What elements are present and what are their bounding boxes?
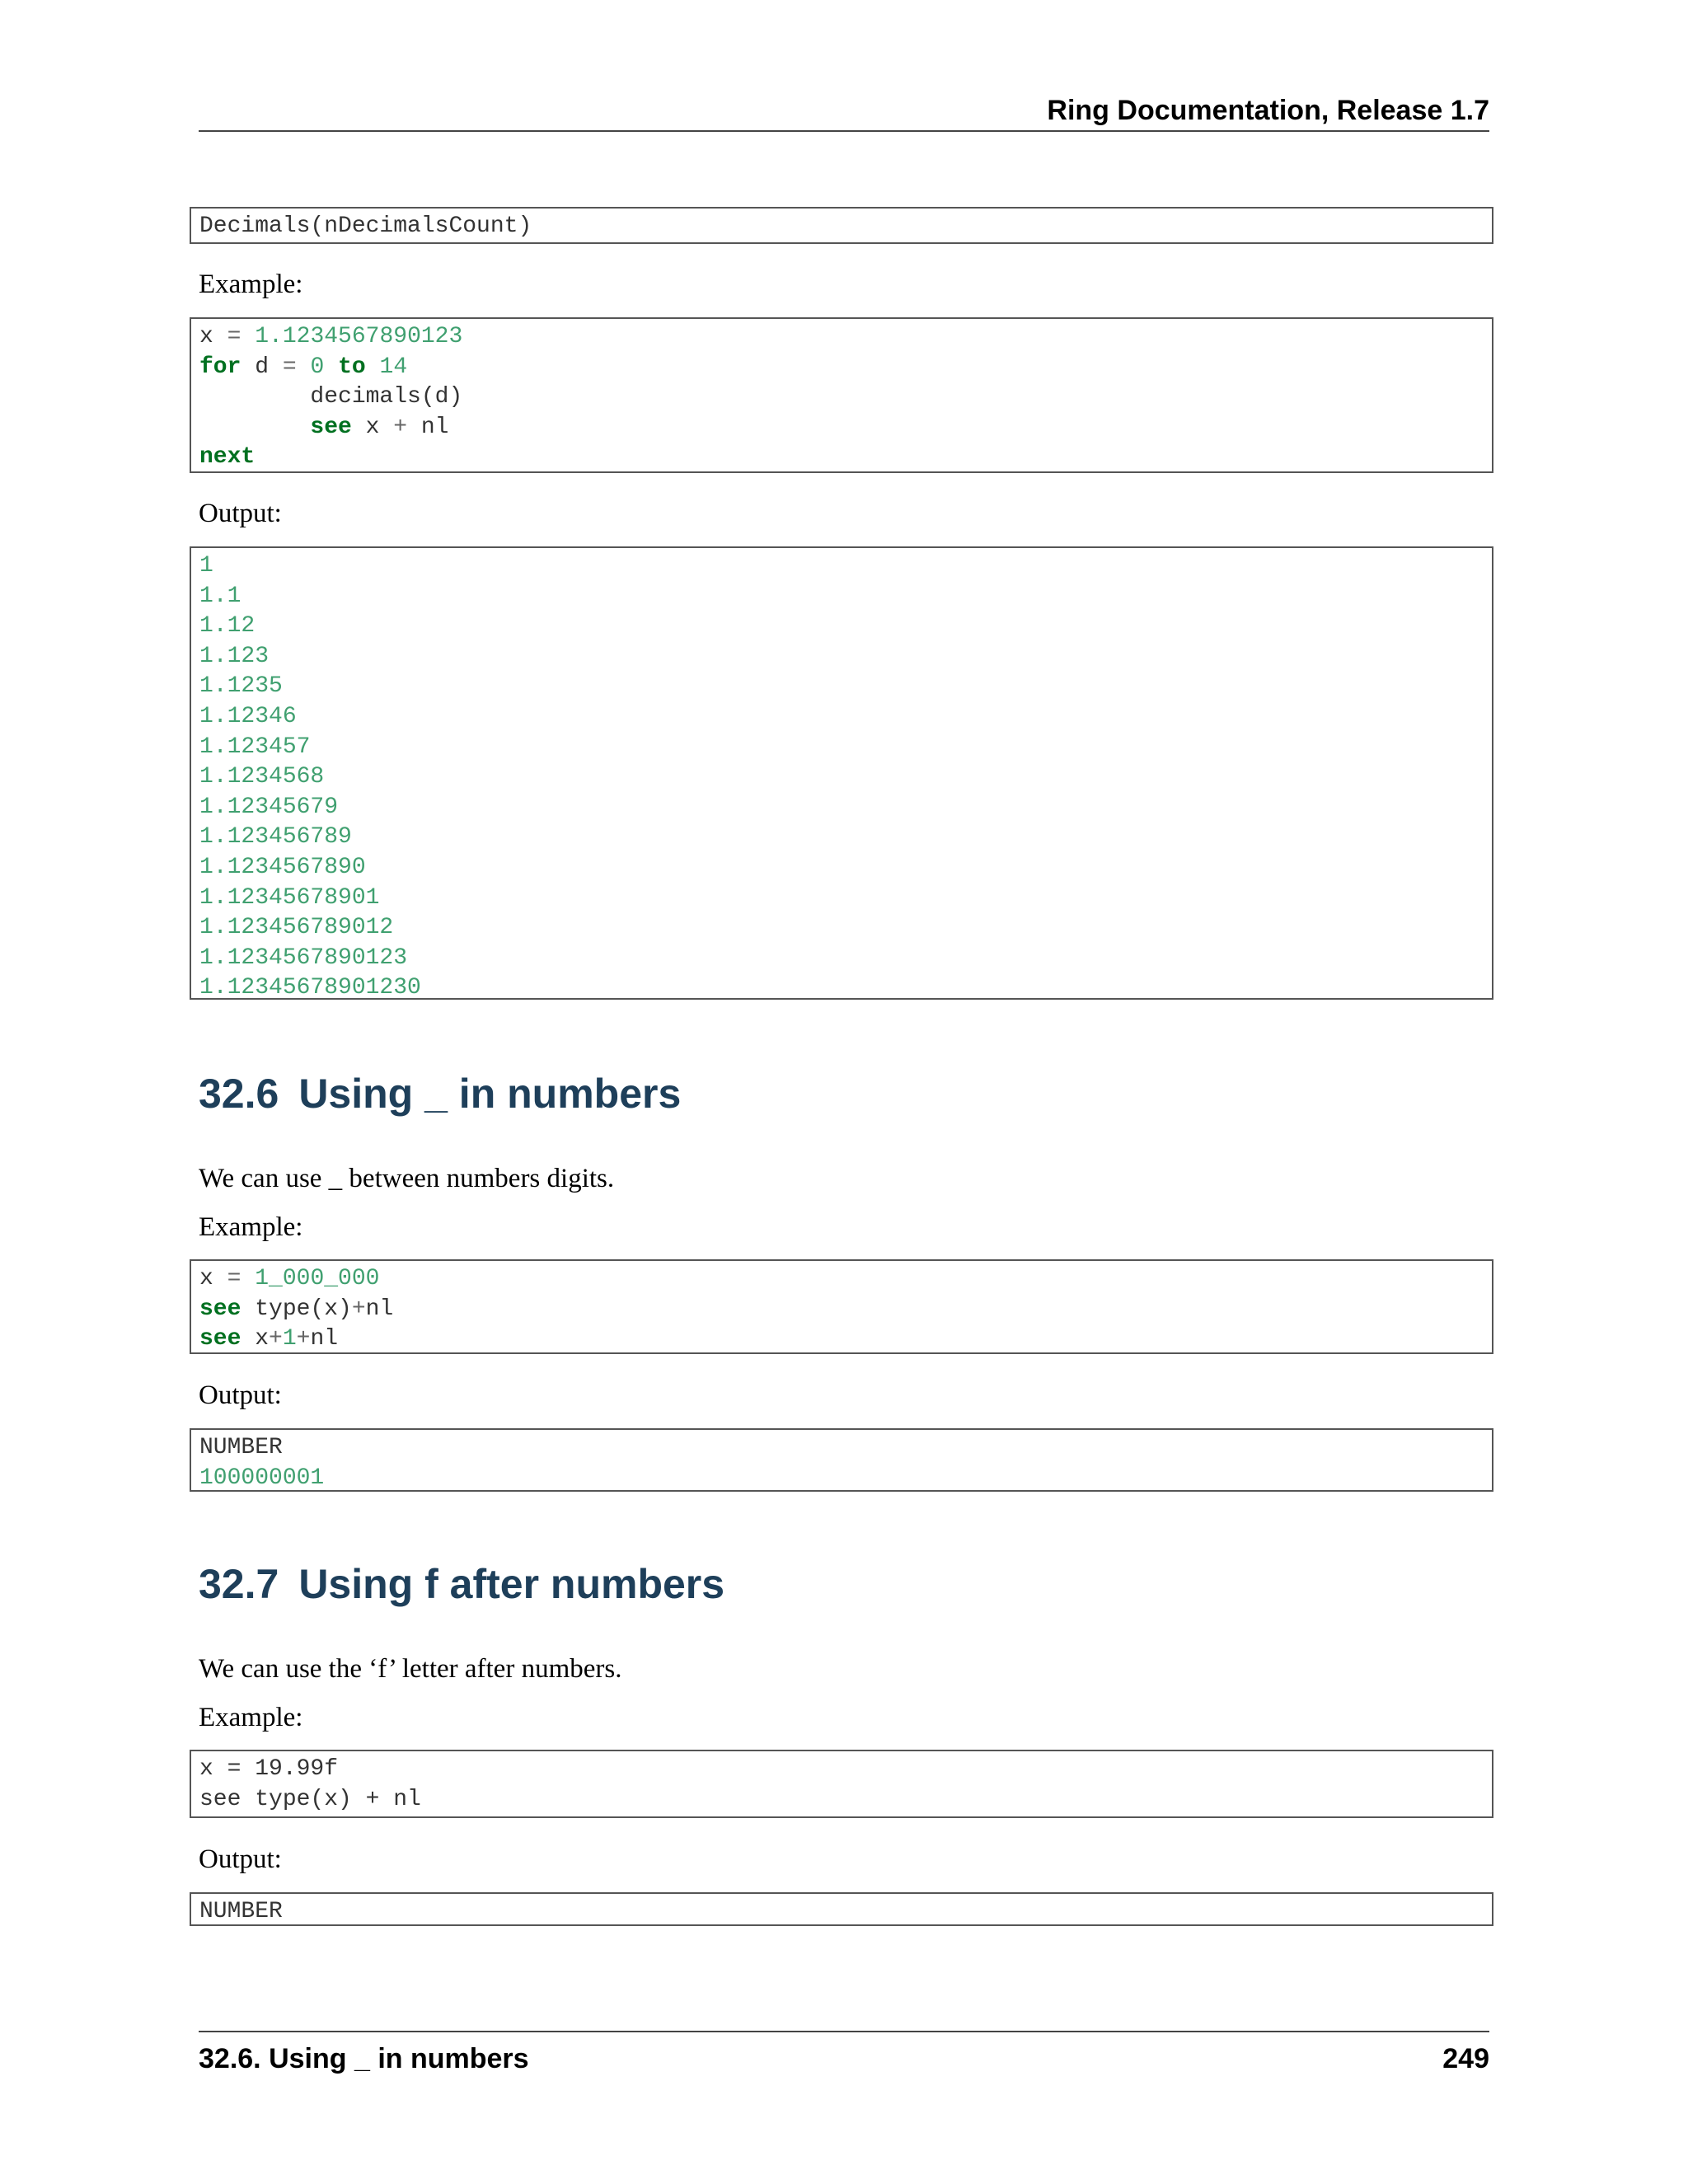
code-token: 1.12346 [199, 703, 297, 729]
footer-section: 32.6. Using _ in numbers [199, 2043, 529, 2074]
code-token: type(x) [241, 1296, 352, 1322]
code-line [199, 322, 1484, 353]
code-token: decimals(d) [199, 384, 463, 410]
example-label: Example: [199, 1703, 303, 1732]
code-token: next [199, 444, 256, 471]
code-line [199, 1897, 1484, 1928]
code-token: 1.12 [199, 613, 256, 640]
code-line [199, 973, 1484, 1004]
code-line [199, 612, 1484, 642]
code-token: x [351, 414, 394, 440]
running-header [199, 92, 1489, 132]
code-token: + [269, 1326, 283, 1352]
code-line [199, 1785, 1484, 1816]
code-token [366, 354, 380, 380]
code-token: 1.12345679 [199, 794, 339, 820]
code-line [199, 642, 1484, 673]
code-line [199, 1464, 1484, 1494]
code-line [199, 443, 1484, 473]
code-line [199, 551, 1484, 582]
code-token: 1.1234567890123 [255, 324, 463, 349]
code-line [199, 733, 1484, 763]
code-token: 1.1234567890 [199, 854, 366, 880]
output-label: Output: [199, 499, 282, 528]
code-token: 1.1 [199, 583, 241, 609]
code-token: nl [365, 1296, 394, 1322]
code-token: 1.123456789012 [199, 915, 394, 941]
code-token: x [199, 324, 227, 349]
code-token: see [310, 414, 352, 440]
f-output-block [190, 1892, 1493, 1926]
output-label: Output: [199, 1844, 282, 1874]
code-token: 1_000_000 [255, 1266, 380, 1291]
code-line: Decimals(nDecimalsCount) [199, 213, 532, 239]
code-token: 1.12345678901 [199, 884, 380, 911]
code-line [199, 823, 1484, 853]
header-title: Ring Documentation, Release 1.7 [1047, 95, 1489, 126]
code-token: + [296, 1326, 311, 1352]
code-token: = [227, 1266, 241, 1291]
code-line [199, 853, 1484, 883]
code-line [199, 1324, 1484, 1355]
section-title: Using _ in numbers [298, 1071, 682, 1117]
code-token [324, 354, 338, 380]
section-intro: We can use _ between numbers digits. [199, 1164, 615, 1193]
code-token: 1 [199, 553, 213, 579]
example-label: Example: [199, 269, 303, 299]
code-token: 1 [282, 1326, 297, 1352]
code-token: see [199, 1326, 241, 1352]
underscore-output-block [190, 1428, 1493, 1492]
code-token: for [199, 354, 241, 380]
decimals-example-code-block [190, 317, 1493, 473]
code-token [241, 324, 255, 349]
code-token: see type(x) + nl [199, 1786, 421, 1812]
page-number: 249 [1442, 2043, 1489, 2074]
signature-code-block [190, 207, 1493, 244]
code-token: NUMBER [199, 1899, 283, 1924]
code-token: 1.1234568 [199, 764, 325, 790]
code-token: 100000001 [199, 1465, 325, 1491]
code-line [199, 353, 1484, 383]
code-line [199, 672, 1484, 702]
f-example-code-block [190, 1750, 1493, 1818]
code-line [199, 1295, 1484, 1325]
section-heading-underscore [199, 1069, 681, 1118]
code-token: NUMBER [199, 1435, 283, 1460]
code-line [199, 883, 1484, 914]
code-line [199, 413, 1484, 443]
section-title: Using f after numbers [298, 1561, 725, 1607]
section-intro: We can use the ‘f’ letter after numbers. [199, 1654, 622, 1684]
code-token: 1.1234567890123 [199, 944, 408, 971]
code-line [199, 762, 1484, 793]
code-token [297, 354, 311, 380]
code-line [199, 382, 1484, 413]
code-token: + [393, 414, 408, 440]
code-line [199, 913, 1484, 944]
code-token: 1.123456789 [199, 824, 352, 851]
code-token: x = 19.99f [199, 1756, 339, 1782]
code-token: 1.123 [199, 643, 270, 669]
running-footer [199, 2031, 1489, 2075]
code-line [199, 944, 1484, 974]
output-label: Output: [199, 1380, 282, 1410]
code-token: 1.123457 [199, 733, 311, 760]
underscore-example-code-block [190, 1259, 1493, 1354]
section-number: 32.6 [199, 1071, 279, 1117]
code-token: x [199, 1266, 227, 1291]
example-label: Example: [199, 1212, 303, 1242]
code-line [199, 582, 1484, 612]
code-line [199, 793, 1484, 823]
code-token: 0 [310, 354, 325, 380]
code-token: = [227, 324, 241, 349]
code-line [199, 1433, 1484, 1464]
code-token: see [199, 1296, 241, 1322]
code-token: nl [310, 1326, 339, 1352]
code-token: 14 [379, 354, 408, 380]
code-token: nl [407, 414, 449, 440]
code-token: x [241, 1326, 270, 1352]
code-token: = [282, 354, 297, 380]
code-line [199, 702, 1484, 733]
code-line [199, 1755, 1484, 1785]
code-token: to [338, 354, 366, 380]
code-token: 1.1235 [199, 673, 283, 700]
code-token: 1.12345678901230 [199, 975, 421, 1001]
code-token [241, 1266, 255, 1291]
code-token: + [351, 1296, 366, 1322]
code-token [199, 415, 310, 440]
decimals-output-block [190, 546, 1493, 1000]
code-line [199, 1264, 1484, 1295]
section-number: 32.7 [199, 1561, 279, 1607]
code-token: d [241, 354, 283, 380]
section-heading-f [199, 1559, 724, 1609]
